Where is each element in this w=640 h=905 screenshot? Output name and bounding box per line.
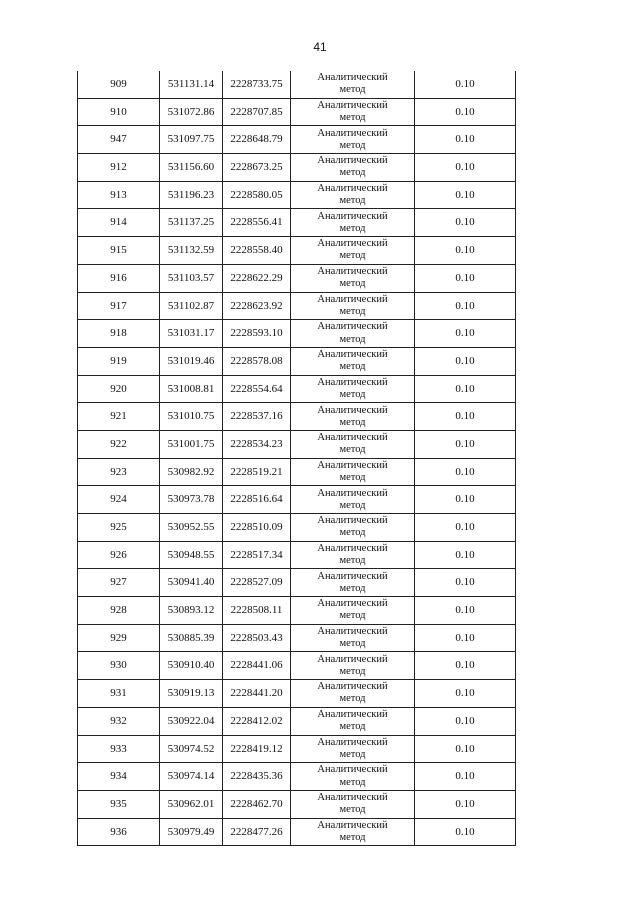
method-cell — [291, 818, 415, 846]
error-cell: 0.10 — [415, 154, 516, 182]
y-coordinate-cell: 2228623.92 — [223, 292, 291, 320]
method-text: Аналитический метод — [317, 819, 388, 843]
method-text: Аналитический метод — [317, 764, 388, 788]
method-cell — [291, 763, 415, 791]
table-row — [78, 292, 516, 320]
point-number-cell: 925 — [78, 514, 160, 542]
x-coordinate-cell: 531131.14 — [160, 71, 223, 98]
method-text: Аналитический метод — [317, 487, 388, 511]
x-coordinate-cell: 531156.60 — [160, 154, 223, 182]
error-cell: 0.10 — [415, 403, 516, 431]
method-cell — [291, 403, 415, 431]
table-row — [78, 71, 516, 98]
error-cell: 0.10 — [415, 735, 516, 763]
point-number-cell: 919 — [78, 347, 160, 375]
table-row — [78, 735, 516, 763]
error-cell: 0.10 — [415, 292, 516, 320]
point-number-cell: 947 — [78, 126, 160, 154]
table-row — [78, 569, 516, 597]
table-row — [78, 707, 516, 735]
y-coordinate-cell: 2228556.41 — [223, 209, 291, 237]
error-cell: 0.10 — [415, 541, 516, 569]
method-text: Аналитический метод — [317, 432, 388, 456]
error-cell: 0.10 — [415, 652, 516, 680]
method-text: Аналитический метод — [317, 709, 388, 733]
error-cell: 0.10 — [415, 680, 516, 708]
error-cell: 0.10 — [415, 624, 516, 652]
point-number-cell: 914 — [78, 209, 160, 237]
x-coordinate-cell: 531097.75 — [160, 126, 223, 154]
point-number-cell: 935 — [78, 790, 160, 818]
table-row — [78, 237, 516, 265]
point-number-cell: 917 — [78, 292, 160, 320]
x-coordinate-cell: 531132.59 — [160, 237, 223, 265]
x-coordinate-cell: 530974.14 — [160, 763, 223, 791]
point-number-cell: 930 — [78, 652, 160, 680]
y-coordinate-cell: 2228412.02 — [223, 707, 291, 735]
method-text: Аналитический метод — [317, 293, 388, 317]
method-text: Аналитический метод — [317, 238, 388, 262]
y-coordinate-cell: 2228419.12 — [223, 735, 291, 763]
method-text: Аналитический метод — [317, 321, 388, 345]
x-coordinate-cell: 531103.57 — [160, 264, 223, 292]
method-cell — [291, 569, 415, 597]
error-cell: 0.10 — [415, 486, 516, 514]
method-cell — [291, 375, 415, 403]
x-coordinate-cell: 531001.75 — [160, 430, 223, 458]
method-text: Аналитический метод — [317, 127, 388, 151]
table-row — [78, 790, 516, 818]
y-coordinate-cell: 2228435.36 — [223, 763, 291, 791]
x-coordinate-cell: 530910.40 — [160, 652, 223, 680]
x-coordinate-cell: 531008.81 — [160, 375, 223, 403]
point-number-cell: 920 — [78, 375, 160, 403]
y-coordinate-cell: 2228477.26 — [223, 818, 291, 846]
y-coordinate-cell: 2228554.64 — [223, 375, 291, 403]
table-row — [78, 181, 516, 209]
table-row — [78, 430, 516, 458]
point-number-cell: 928 — [78, 597, 160, 625]
method-cell — [291, 71, 415, 98]
table-row — [78, 597, 516, 625]
coordinates-table-body — [78, 71, 516, 846]
point-number-cell: 916 — [78, 264, 160, 292]
method-text: Аналитический метод — [317, 210, 388, 234]
method-cell — [291, 237, 415, 265]
method-cell — [291, 790, 415, 818]
point-number-cell: 929 — [78, 624, 160, 652]
y-coordinate-cell: 2228534.23 — [223, 430, 291, 458]
y-coordinate-cell: 2228558.40 — [223, 237, 291, 265]
x-coordinate-cell: 530922.04 — [160, 707, 223, 735]
x-coordinate-cell: 530948.55 — [160, 541, 223, 569]
method-cell — [291, 652, 415, 680]
method-cell — [291, 292, 415, 320]
point-number-cell: 910 — [78, 98, 160, 126]
method-text: Аналитический метод — [317, 792, 388, 816]
error-cell: 0.10 — [415, 209, 516, 237]
y-coordinate-cell: 2228593.10 — [223, 320, 291, 348]
table-row — [78, 375, 516, 403]
table-row — [78, 514, 516, 542]
method-cell — [291, 707, 415, 735]
y-coordinate-cell: 2228517.34 — [223, 541, 291, 569]
table-row — [78, 652, 516, 680]
y-coordinate-cell: 2228707.85 — [223, 98, 291, 126]
x-coordinate-cell: 530952.55 — [160, 514, 223, 542]
point-number-cell: 934 — [78, 763, 160, 791]
method-text: Аналитический метод — [317, 376, 388, 400]
error-cell: 0.10 — [415, 71, 516, 98]
x-coordinate-cell: 530979.49 — [160, 818, 223, 846]
error-cell: 0.10 — [415, 347, 516, 375]
page-number: 41 — [313, 40, 327, 54]
table-row — [78, 486, 516, 514]
coordinates-table — [77, 71, 516, 846]
method-text: Аналитический метод — [317, 570, 388, 594]
x-coordinate-cell: 530941.40 — [160, 569, 223, 597]
error-cell: 0.10 — [415, 264, 516, 292]
error-cell: 0.10 — [415, 98, 516, 126]
error-cell: 0.10 — [415, 763, 516, 791]
method-text: Аналитический метод — [317, 404, 388, 428]
x-coordinate-cell: 530974.52 — [160, 735, 223, 763]
error-cell: 0.10 — [415, 569, 516, 597]
table-row — [78, 624, 516, 652]
error-cell: 0.10 — [415, 237, 516, 265]
y-coordinate-cell: 2228441.06 — [223, 652, 291, 680]
method-text: Аналитический метод — [317, 266, 388, 290]
y-coordinate-cell: 2228673.25 — [223, 154, 291, 182]
table-row — [78, 541, 516, 569]
y-coordinate-cell: 2228516.64 — [223, 486, 291, 514]
y-coordinate-cell: 2228503.43 — [223, 624, 291, 652]
error-cell: 0.10 — [415, 597, 516, 625]
y-coordinate-cell: 2228519.21 — [223, 458, 291, 486]
table-row — [78, 209, 516, 237]
y-coordinate-cell: 2228510.09 — [223, 514, 291, 542]
point-number-cell: 933 — [78, 735, 160, 763]
x-coordinate-cell: 531102.87 — [160, 292, 223, 320]
error-cell: 0.10 — [415, 514, 516, 542]
method-cell — [291, 486, 415, 514]
point-number-cell: 921 — [78, 403, 160, 431]
table-row — [78, 403, 516, 431]
method-cell — [291, 181, 415, 209]
method-cell — [291, 98, 415, 126]
method-cell — [291, 735, 415, 763]
table-row — [78, 154, 516, 182]
x-coordinate-cell: 531137.25 — [160, 209, 223, 237]
x-coordinate-cell: 530893.12 — [160, 597, 223, 625]
method-cell — [291, 264, 415, 292]
point-number-cell: 923 — [78, 458, 160, 486]
method-text: Аналитический метод — [317, 681, 388, 705]
point-number-cell: 926 — [78, 541, 160, 569]
error-cell: 0.10 — [415, 430, 516, 458]
method-cell — [291, 430, 415, 458]
method-text: Аналитический метод — [317, 653, 388, 677]
x-coordinate-cell: 530973.78 — [160, 486, 223, 514]
error-cell: 0.10 — [415, 126, 516, 154]
method-cell — [291, 624, 415, 652]
method-cell — [291, 458, 415, 486]
method-text: Аналитический метод — [317, 72, 388, 96]
error-cell: 0.10 — [415, 818, 516, 846]
method-cell — [291, 347, 415, 375]
error-cell: 0.10 — [415, 320, 516, 348]
x-coordinate-cell: 531010.75 — [160, 403, 223, 431]
method-text: Аналитический метод — [317, 736, 388, 760]
y-coordinate-cell: 2228733.75 — [223, 71, 291, 98]
point-number-cell: 909 — [78, 71, 160, 98]
point-number-cell: 913 — [78, 181, 160, 209]
table-row — [78, 126, 516, 154]
table-row — [78, 680, 516, 708]
method-cell — [291, 126, 415, 154]
method-text: Аналитический метод — [317, 183, 388, 207]
point-number-cell: 927 — [78, 569, 160, 597]
y-coordinate-cell: 2228527.09 — [223, 569, 291, 597]
method-text: Аналитический метод — [317, 459, 388, 483]
point-number-cell: 932 — [78, 707, 160, 735]
method-cell — [291, 514, 415, 542]
point-number-cell: 936 — [78, 818, 160, 846]
table-row — [78, 98, 516, 126]
method-text: Аналитический метод — [317, 598, 388, 622]
point-number-cell: 918 — [78, 320, 160, 348]
y-coordinate-cell: 2228441.20 — [223, 680, 291, 708]
method-cell — [291, 541, 415, 569]
y-coordinate-cell: 2228648.79 — [223, 126, 291, 154]
method-cell — [291, 320, 415, 348]
point-number-cell: 924 — [78, 486, 160, 514]
method-text: Аналитический метод — [317, 155, 388, 179]
method-text: Аналитический метод — [317, 99, 388, 124]
x-coordinate-cell: 530919.13 — [160, 680, 223, 708]
table-row — [78, 763, 516, 791]
table-row — [78, 458, 516, 486]
x-coordinate-cell: 531031.17 — [160, 320, 223, 348]
x-coordinate-cell: 531196.23 — [160, 181, 223, 209]
x-coordinate-cell: 530962.01 — [160, 790, 223, 818]
point-number-cell: 922 — [78, 430, 160, 458]
method-cell — [291, 597, 415, 625]
y-coordinate-cell: 2228508.11 — [223, 597, 291, 625]
x-coordinate-cell: 530982.92 — [160, 458, 223, 486]
method-text: Аналитический метод — [317, 349, 388, 373]
error-cell: 0.10 — [415, 375, 516, 403]
error-cell: 0.10 — [415, 181, 516, 209]
x-coordinate-cell: 530885.39 — [160, 624, 223, 652]
error-cell: 0.10 — [415, 458, 516, 486]
table-row — [78, 320, 516, 348]
table-row — [78, 818, 516, 846]
x-coordinate-cell: 531072.86 — [160, 98, 223, 126]
point-number-cell: 915 — [78, 237, 160, 265]
table-row — [78, 347, 516, 375]
y-coordinate-cell: 2228462.70 — [223, 790, 291, 818]
table-row — [78, 264, 516, 292]
error-cell: 0.10 — [415, 790, 516, 818]
point-number-cell: 912 — [78, 154, 160, 182]
method-text: Аналитический метод — [317, 515, 388, 539]
method-text: Аналитический метод — [317, 626, 388, 650]
method-text: Аналитический метод — [317, 542, 388, 567]
y-coordinate-cell: 2228622.29 — [223, 264, 291, 292]
method-cell — [291, 154, 415, 182]
point-number-cell: 931 — [78, 680, 160, 708]
method-cell — [291, 680, 415, 708]
x-coordinate-cell: 531019.46 — [160, 347, 223, 375]
y-coordinate-cell: 2228537.16 — [223, 403, 291, 431]
y-coordinate-cell: 2228578.08 — [223, 347, 291, 375]
method-cell — [291, 209, 415, 237]
y-coordinate-cell: 2228580.05 — [223, 181, 291, 209]
error-cell: 0.10 — [415, 707, 516, 735]
